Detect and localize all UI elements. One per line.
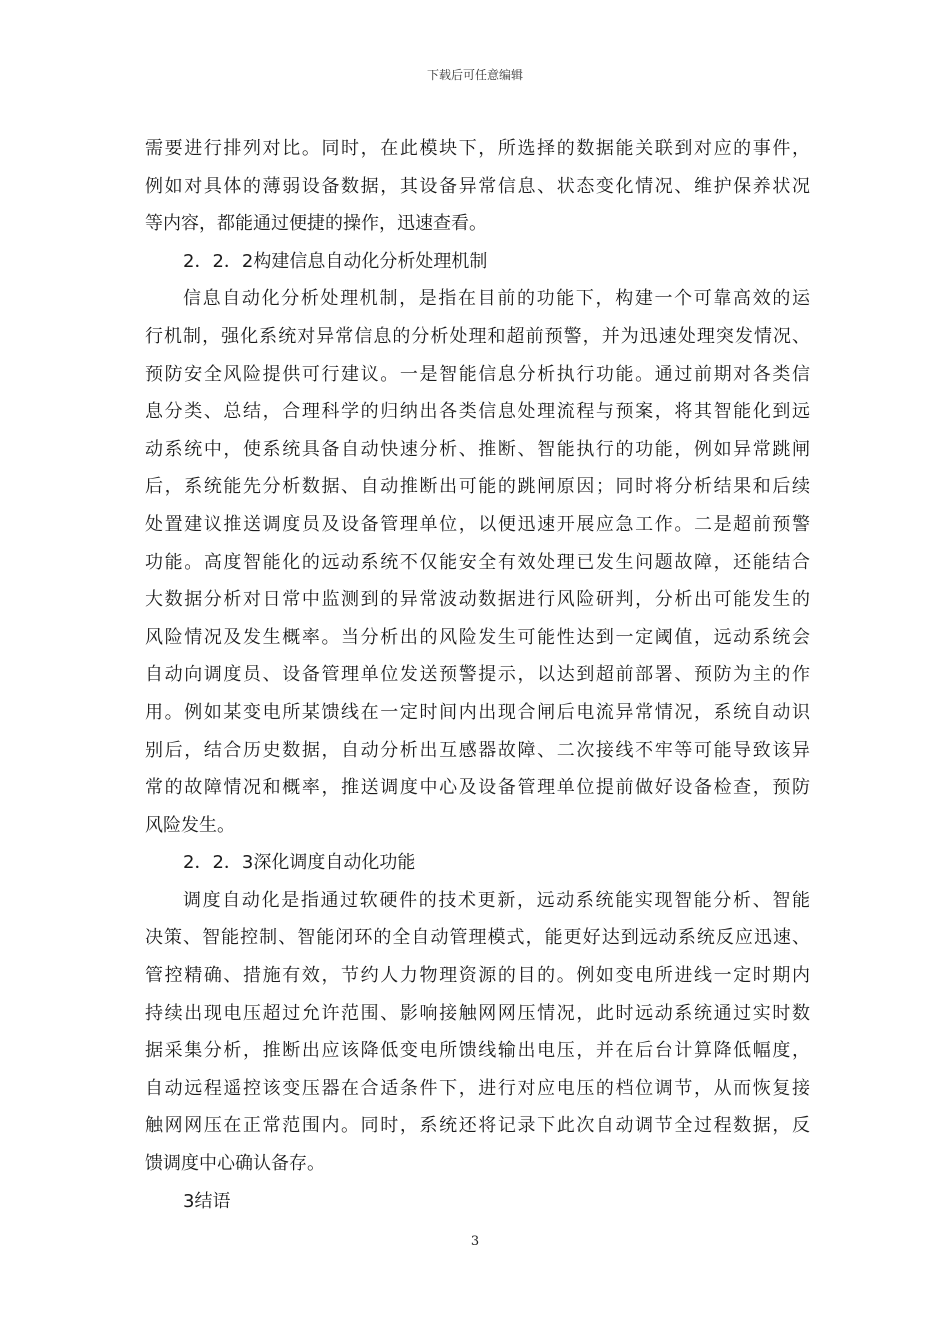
page-header: 下载后可任意编辑 (426, 68, 523, 82)
text-line: 自动向调度员、设备管理单位发送预警提示，以达到超前部署、预防为主的作 (145, 664, 810, 686)
text-line: 后，系统能先分析数据、自动推断出可能的跳闸原因；同时将分析结果和后续 (145, 476, 810, 498)
section-heading: 3结语 (183, 1190, 231, 1212)
text-line: 行机制，强化系统对异常信息的分析处理和超前预警，并为迅速处理突发情况、 (145, 325, 810, 347)
text-line: 需要进行排列对比。同时，在此模块下，所选择的数据能关联到对应的事件， (145, 138, 810, 159)
text-line: 等内容，都能通过便捷的操作，迅速查看。 (145, 213, 487, 235)
text-line: 管控精确、措施有效，节约人力物理资源的目的。例如变电所进线一定时期内 (145, 965, 810, 987)
text-line: 触网网压在正常范围内。同时，系统还将记录下此次自动调节全过程数据，反 (145, 1115, 810, 1137)
text-line: 预防安全风险提供可行建议。一是智能信息分析执行功能。通过前期对各类信 (145, 363, 810, 385)
text-line: 用。例如某变电所某馈线在一定时间内出现合闸后电流异常情况，系统自动识 (145, 701, 810, 723)
text-line: 风险情况及发生概率。当分析出的风险发生可能性达到一定阈值，远动系统会 (145, 626, 810, 648)
text-line: 功能。高度智能化的远动系统不仅能安全有效处理已发生问题故障，还能结合 (145, 551, 810, 573)
text-line: 常的故障情况和概率，推送调度中心及设备管理单位提前做好设备检查，预防 (145, 777, 810, 799)
text-line: 自动远程遥控该变压器在合适条件下，进行对应电压的档位调节，从而恢复接 (145, 1077, 810, 1099)
text-line: 息分类、总结，合理科学的归纳出各类信息处理流程与预案，将其智能化到远 (145, 401, 810, 423)
text-line: 处置建议推送调度员及设备管理单位，以便迅速开展应急工作。二是超前预警 (145, 513, 810, 535)
text-line: 风险发生。 (145, 814, 235, 836)
text-line: 据采集分析，推断出应该降低变电所馈线输出电压，并在后台计算降低幅度， (145, 1040, 810, 1062)
text-line: 动系统中，使系统具备自动快速分析、推断、智能执行的功能，例如异常跳闸 (145, 438, 810, 460)
text-line: 信息自动化分析处理机制，是指在目前的功能下，构建一个可靠高效的运 (183, 288, 810, 310)
page-number: 3 (470, 1234, 480, 1249)
text-line: 大数据分析对日常中监测到的异常波动数据进行风险研判，分析出可能发生的 (145, 589, 810, 611)
text-line: 别后，结合历史数据，自动分析出互感器故障、二次接线不牢等可能导致该异 (145, 739, 810, 761)
text-line: 持续出现电压超过允许范围、影响接触网网压情况，此时远动系统通过实时数 (145, 1002, 810, 1024)
section-heading: 2．2．3深化调度自动化功能 (183, 852, 416, 874)
section-heading: 2．2．2构建信息自动化分析处理机制 (183, 250, 488, 272)
text-line: 决策、智能控制、智能闭环的全自动管理模式，能更好达到远动系统反应迅速、 (145, 927, 810, 949)
text-line: 例如对具体的薄弱设备数据，其设备异常信息、状态变化情况、维护保养状况 (145, 175, 810, 197)
text-line: 调度自动化是指通过软硬件的技术更新，远动系统能实现智能分析、智能 (183, 889, 810, 911)
text-line: 馈调度中心确认备存。 (145, 1153, 325, 1175)
document-body (145, 130, 810, 1220)
